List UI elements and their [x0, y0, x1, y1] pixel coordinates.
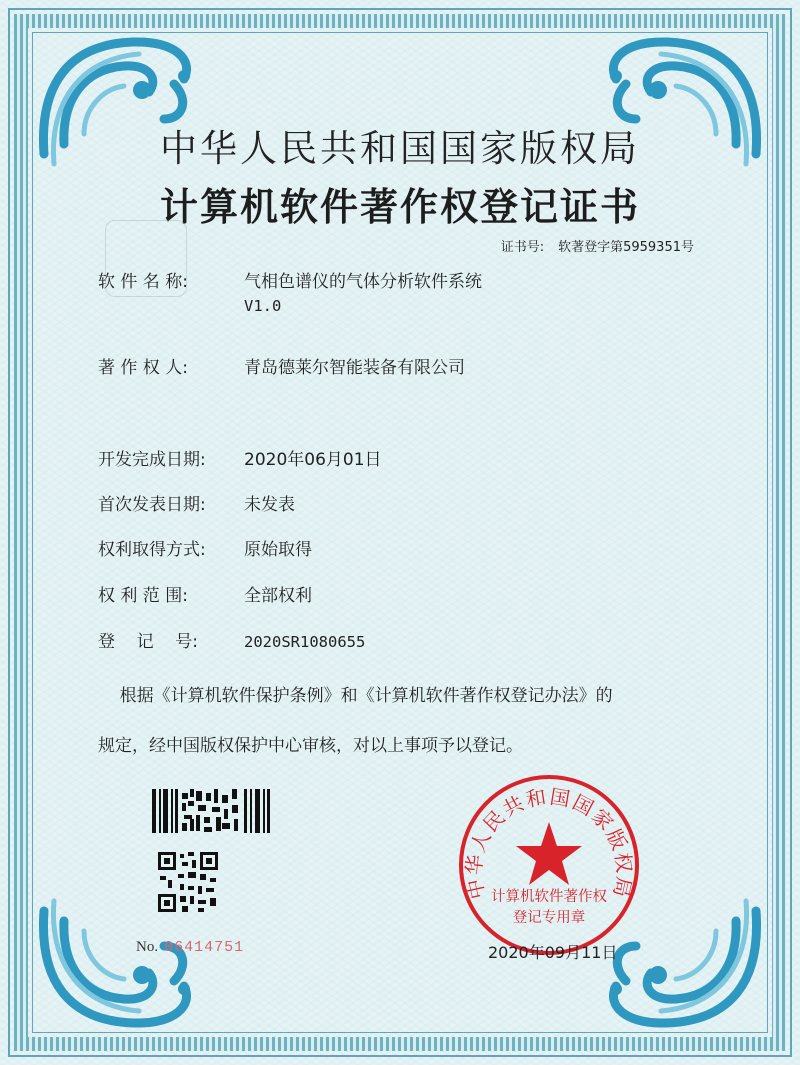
owner-value: 青岛德莱尔智能装备有限公司	[244, 358, 465, 378]
field-label: 软 件 名 称:	[98, 272, 188, 292]
issuer-title: 中华人民共和国国家版权局	[160, 127, 640, 170]
statement-line-2: 规定，经中国版权保护中心审核，对以上事项予以登记。	[98, 736, 523, 756]
field-software-name	[98, 270, 482, 318]
serial-number	[136, 939, 244, 956]
certificate-title: 计算机软件著作权登记证书	[159, 185, 640, 229]
field-publish-date	[98, 493, 295, 517]
acquire-method-value: 原始取得	[244, 540, 312, 560]
serial-value: 06414751	[164, 939, 245, 956]
certificate-number	[501, 236, 694, 255]
rights-scope-value: 全部权利	[244, 586, 312, 606]
field-rights-scope	[98, 584, 312, 608]
serial-label: No.	[136, 939, 159, 955]
official-seal	[456, 772, 642, 958]
field-label: 登 记 号:	[98, 632, 198, 652]
field-owner	[98, 356, 465, 380]
seal-line-1: 计算机软件著作权	[491, 889, 607, 905]
barcode	[152, 789, 270, 833]
certificate-number-value: 软著登字第5959351号	[558, 240, 694, 255]
field-dev-date	[98, 448, 382, 472]
reg-no-value: 2020SR1080655	[244, 633, 366, 651]
certificate-number-label: 证书号:	[500, 240, 545, 255]
statement-line-1: 根据《计算机软件保护条例》和《计算机软件著作权登记办法》的	[98, 686, 613, 706]
software-version-value: V1.0	[244, 297, 282, 315]
corner-ornament-bottom-left	[24, 891, 214, 1041]
qr-code	[158, 852, 218, 912]
field-label: 权利取得方式:	[98, 540, 206, 560]
field-label: 权 利 范 围:	[98, 586, 188, 606]
field-label: 首次发表日期:	[98, 495, 206, 515]
issue-date: 2020年09月11日	[488, 943, 618, 962]
publish-date-value: 未发表	[244, 495, 295, 515]
field-value-group	[244, 270, 482, 318]
field-reg-no	[98, 630, 365, 654]
field-label: 开发完成日期:	[98, 450, 206, 470]
field-acquire-method	[98, 538, 312, 562]
seal-ring-text: 中华人民共和国国家版权局	[461, 784, 637, 902]
field-label: 著 作 权 人:	[98, 358, 188, 378]
seal-line-2: 登记专用章	[512, 910, 586, 926]
software-name-value: 气相色谱仪的气体分析软件系统	[244, 272, 482, 292]
dev-date-value: 2020年06月01日	[244, 450, 382, 470]
